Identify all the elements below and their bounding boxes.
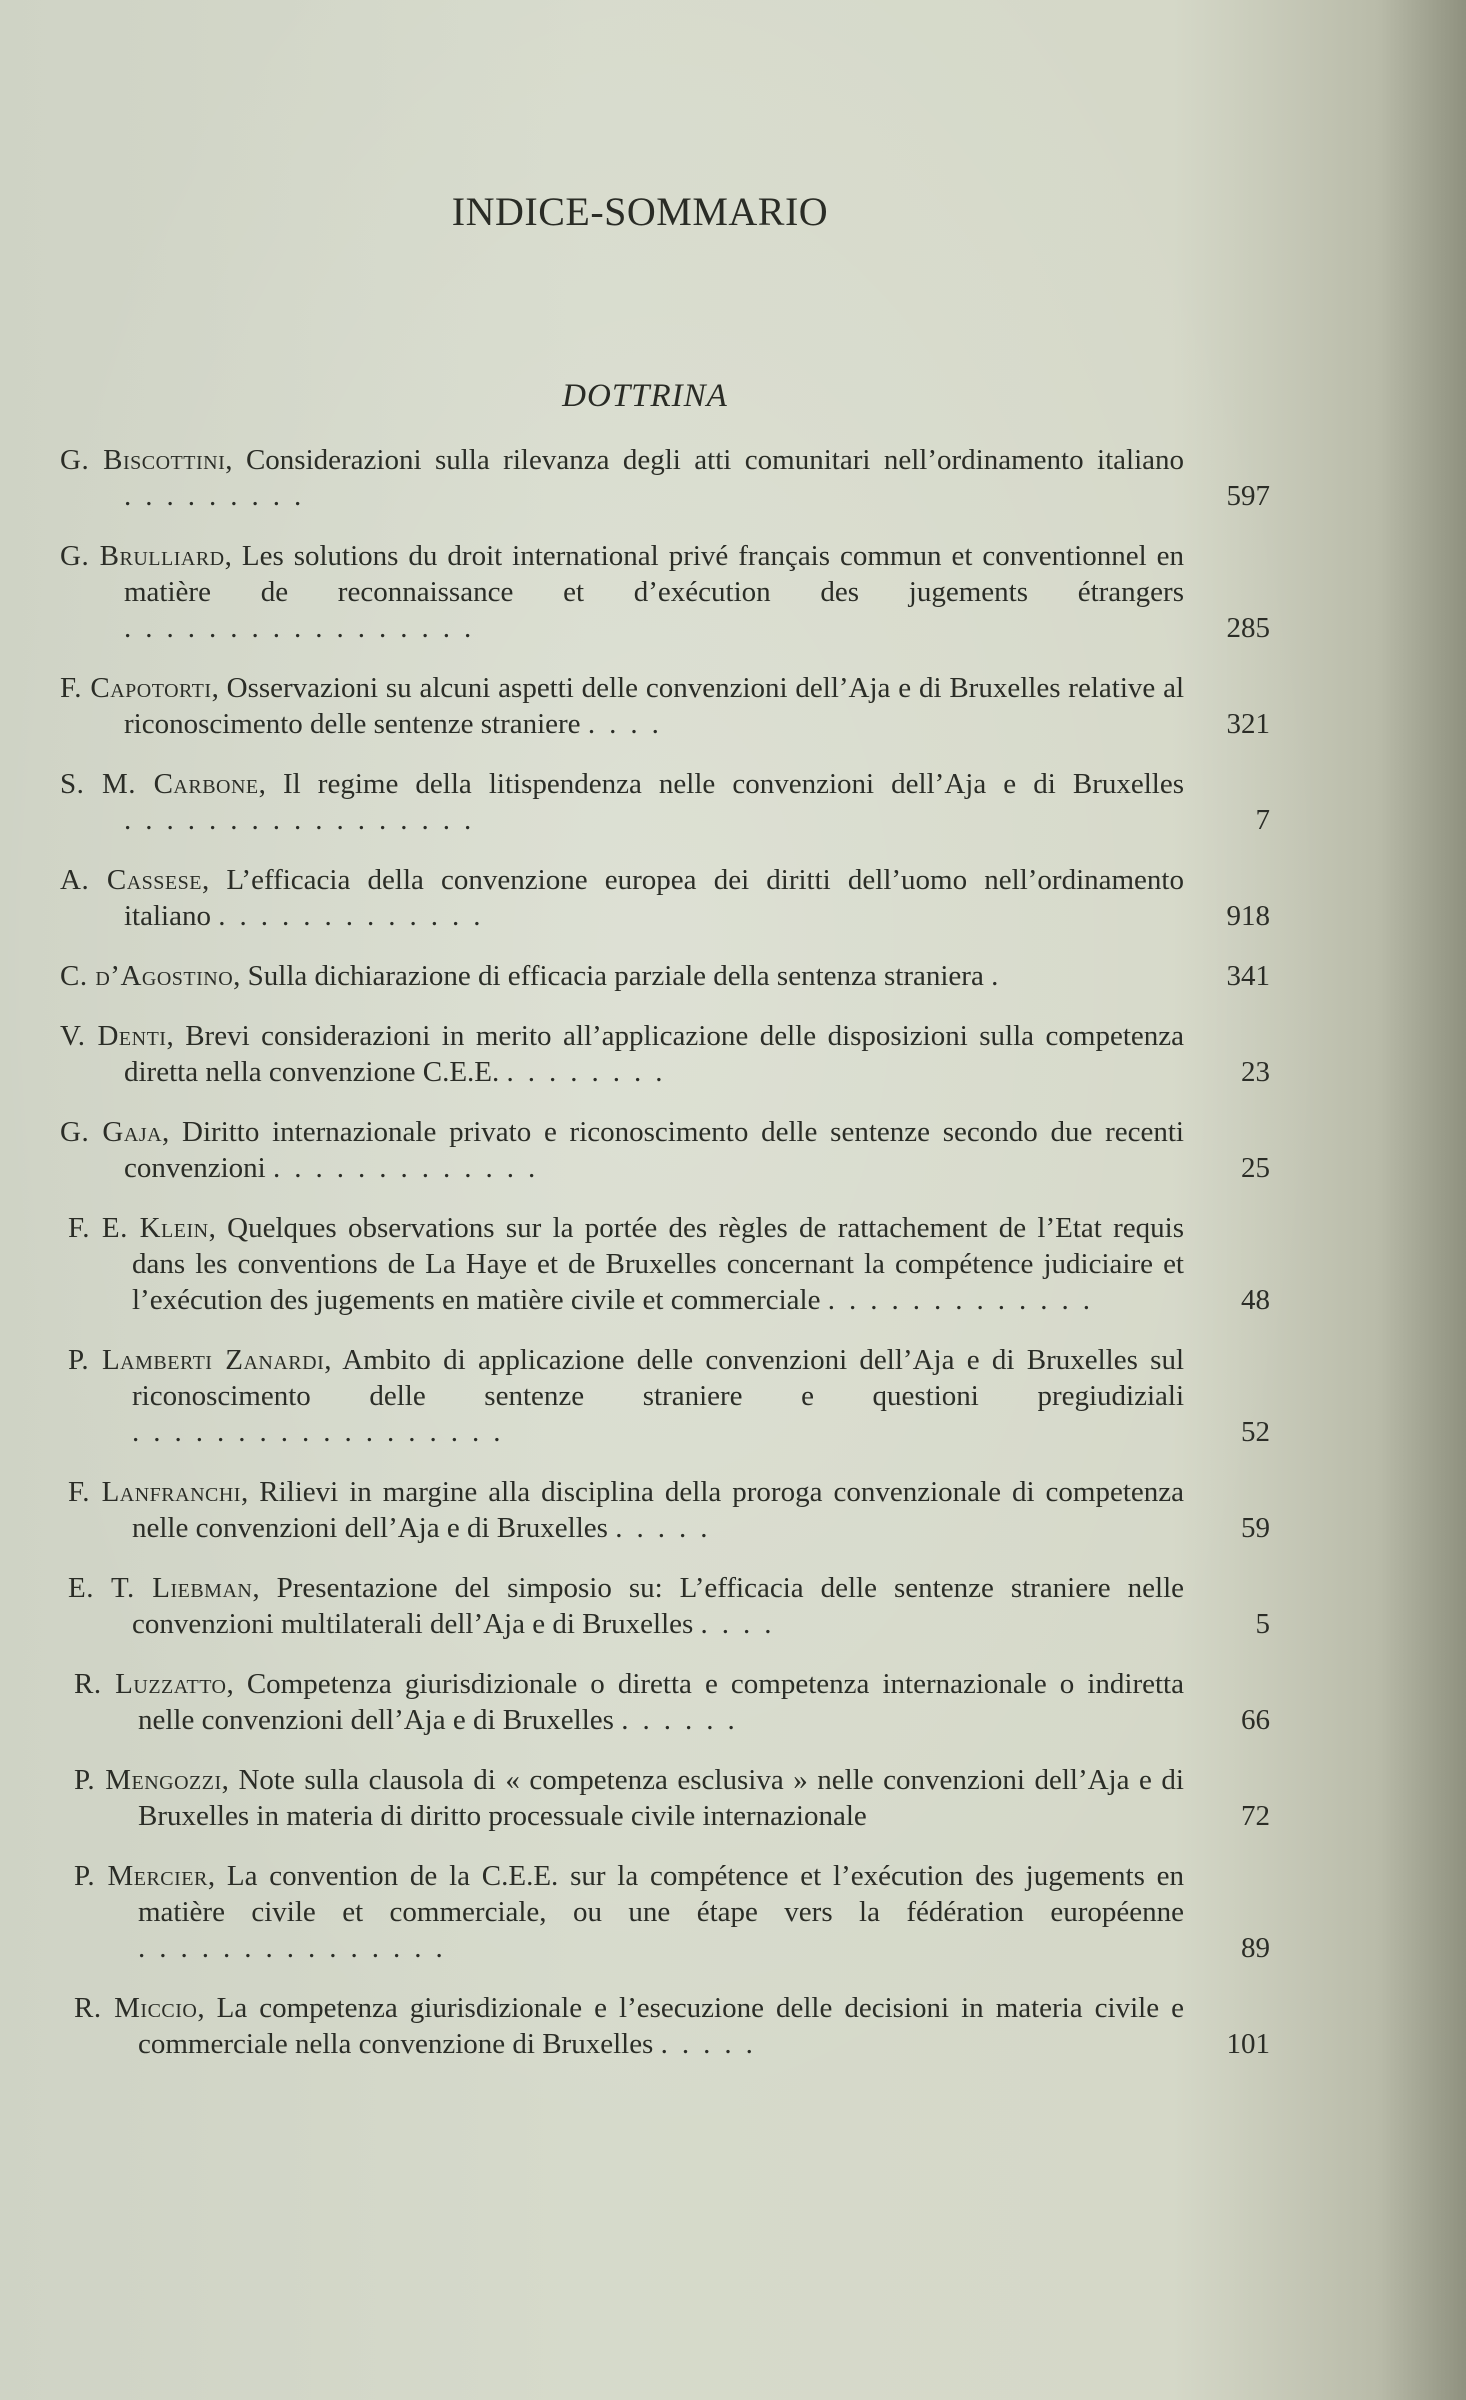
entry-title: Brevi considerazioni in merito all’applicazione delle disposizioni sulla competenza diretta nella convenzione C.E.E. — [124, 1020, 1185, 1088]
entry-author: P. Lamberti Zanardi — [68, 1344, 325, 1376]
entry-author: R. Miccio — [74, 1992, 198, 2024]
toc-entry: R. Miccio, La competenza giurisdizionale e l’esecuzione delle decisioni in materia civile e commerciale nella convenzione di Bruxelles ..... 101 — [74, 1992, 1270, 2060]
toc-entry: G. Brulliard, Les solutions du droit international privé français commun et conventionnel en matière de reconnaissance et d’exécution des jugements étrangers ................. 285 — [60, 540, 1270, 644]
entry-page-number: 48 — [1241, 1284, 1270, 1316]
entry-title: Osservazioni su alcuni aspetti delle convenzioni dell’Aja e di Bruxelles relative al riconoscimento delle sentenze straniere — [124, 672, 1184, 740]
entry-title: L’efficacia della convenzione europea dei diritti dell’uomo nell’ordinamento italiano — [124, 864, 1184, 932]
entry-author: R. Luzzatto — [74, 1668, 227, 1700]
entry-author: F. E. Klein — [68, 1212, 209, 1244]
section-heading: DOTTRINA — [562, 378, 728, 414]
toc-entry: F. Lanfranchi, Rilievi in margine alla disciplina della proroga convenzionale di competenza nelle convenzioni dell’Aja e di Bruxelles ..... 59 — [68, 1476, 1270, 1544]
toc-entry: C. d’Agostino, Sulla dichiarazione di efficacia parziale della sentenza straniera . 341 — [60, 960, 1270, 992]
entry-page-number: 23 — [1241, 1056, 1270, 1088]
entry-page-number: 52 — [1241, 1416, 1270, 1448]
table-of-contents — [60, 442, 1280, 2086]
entry-author: A. Cassese — [60, 864, 202, 896]
entry-author: C. d’Agostino — [60, 960, 234, 992]
entry-page-number: 59 — [1241, 1512, 1270, 1544]
entry-author: P. Mercier — [74, 1860, 208, 1892]
entry-page-number: 72 — [1241, 1800, 1270, 1832]
toc-entry: P. Mengozzi, Note sulla clausola di « competenza esclusiva » nelle convenzioni dell’Aja e di Bruxelles in materia di diritto processuale civile internazionale 72 — [74, 1764, 1270, 1832]
entry-title: Presentazione del simposio su: L’efficacia delle sentenze straniere nelle convenzioni multilaterali dell’Aja e di Bruxelles — [132, 1572, 1185, 1640]
entry-author: G. Biscottini — [60, 444, 226, 476]
entry-page-number: 89 — [1241, 1932, 1270, 1964]
entry-page-number: 66 — [1241, 1704, 1270, 1736]
toc-entry: E. T. Liebman, Presentazione del simposio su: L’efficacia delle sentenze straniere nelle convenzioni multilaterali dell’Aja e di Bruxelles .... 5 — [68, 1572, 1270, 1640]
toc-entry: S. M. Carbone, Il regime della litispendenza nelle convenzioni dell’Aja e di Bruxelles ................. 7 — [60, 768, 1270, 836]
entry-title: Les solutions du droit international privé français commun et conventionnel en matière de reconnaissance et d’exécution des jugements étrangers — [124, 540, 1185, 608]
entry-author: F. Lanfranchi — [68, 1476, 241, 1508]
entry-page-number: 341 — [1226, 960, 1270, 992]
entry-page-number: 7 — [1255, 804, 1270, 836]
entry-title: Il regime della litispendenza nelle convenzioni dell’Aja e di Bruxelles — [283, 768, 1185, 800]
entry-author: P. Mengozzi — [74, 1764, 222, 1796]
entry-title: Quelques observations sur la portée des règles de rattachement de l’Etat requis dans les conventions de La Haye et de Bruxelles concernant la compétence judiciaire et l’exécution des jugements en matière civile et commerciale — [132, 1212, 1184, 1316]
entry-author: E. T. Liebman — [68, 1572, 253, 1604]
entry-page-number: 25 — [1241, 1152, 1270, 1184]
entry-author: G. Brulliard — [60, 540, 225, 572]
entry-title: La competenza giurisdizionale e l’esecuzione delle decisioni in materia civile e commerciale nella convenzione di Bruxelles — [138, 1992, 1184, 2060]
entry-page-number: 321 — [1226, 708, 1270, 740]
entry-title: Competenza giurisdizionale o diretta e competenza internazionale o indiretta nelle convenzioni dell’Aja e di Bruxelles — [138, 1668, 1184, 1736]
entry-title: Diritto internazionale privato e riconoscimento delle sentenze secondo due recenti convenzioni — [124, 1116, 1184, 1184]
entry-title: Rilievi in margine alla disciplina della proroga convenzionale di competenza nelle convenzioni dell’Aja e di Bruxelles — [132, 1476, 1184, 1544]
entry-title: Ambito di applicazione delle convenzioni dell’Aja e di Bruxelles sul riconoscimento delle sentenze straniere e questioni pregiudiziali — [132, 1344, 1185, 1412]
entry-author: G. Gaja — [60, 1116, 163, 1148]
toc-entry: A. Cassese, L’efficacia della convenzione europea dei diritti dell’uomo nell’ordinamento italiano ............. 918 — [60, 864, 1270, 932]
entry-page-number: 285 — [1226, 612, 1270, 644]
entry-page-number: 597 — [1226, 480, 1270, 512]
toc-entry: P. Lamberti Zanardi, Ambito di applicazione delle convenzioni dell’Aja e di Bruxelles sul riconoscimento delle sentenze straniere e questioni pregiudiziali .................. 52 — [68, 1344, 1270, 1448]
entry-author: V. Denti — [60, 1020, 167, 1052]
entry-author: S. M. Carbone — [60, 768, 259, 800]
entry-title: Considerazioni sulla rilevanza degli atti comunitari nell’ordinamento italiano — [245, 444, 1184, 476]
entry-page-number: 918 — [1226, 900, 1270, 932]
entry-page-number: 101 — [1226, 2028, 1270, 2060]
entry-page-number: 5 — [1255, 1608, 1270, 1640]
page-title: INDICE-SOMMARIO — [451, 189, 829, 234]
toc-entry: F. Capotorti, Osservazioni su alcuni aspetti delle convenzioni dell’Aja e di Bruxelles relative al riconoscimento delle sentenze straniere .... 321 — [60, 672, 1270, 740]
entry-title: La convention de la C.E.E. sur la compétence et l’exécution des jugements en matière civile et commerciale, ou une étape vers la fédération européenne — [138, 1860, 1185, 1928]
entry-title: Sulla dichiarazione di efficacia parziale della sentenza straniera — [247, 960, 984, 992]
entry-author: F. Capotorti — [60, 672, 212, 704]
toc-entry: G. Gaja, Diritto internazionale privato e riconoscimento delle sentenze secondo due recenti convenzioni ............. 25 — [60, 1116, 1270, 1184]
toc-entry: V. Denti, Brevi considerazioni in merito all’applicazione delle disposizioni sulla competenza diretta nella convenzione C.E.E. ........ 23 — [60, 1020, 1270, 1088]
toc-entry: F. E. Klein, Quelques observations sur la portée des règles de rattachement de l’Etat requis dans les conventions de La Haye et de Bruxelles concernant la compétence judiciaire et l’exécution des jugements en matière civile et commerciale ............. 48 — [68, 1212, 1270, 1316]
entry-title: Note sulla clausola di « competenza esclusiva » nelle convenzioni dell’Aja e di Bruxelles in materia di diritto processuale civile internazionale — [138, 1764, 1184, 1832]
toc-entry: R. Luzzatto, Competenza giurisdizionale o diretta e competenza internazionale o indiretta nelle convenzioni dell’Aja e di Bruxelles ...... 66 — [74, 1668, 1270, 1736]
toc-entry: G. Biscottini, Considerazioni sulla rilevanza degli atti comunitari nell’ordinamento italiano ......... 597 — [60, 444, 1270, 512]
toc-entry: P. Mercier, La convention de la C.E.E. sur la compétence et l’exécution des jugements en matière civile et commerciale, ou une étape vers la fédération européenne ............... 89 — [74, 1860, 1270, 1964]
